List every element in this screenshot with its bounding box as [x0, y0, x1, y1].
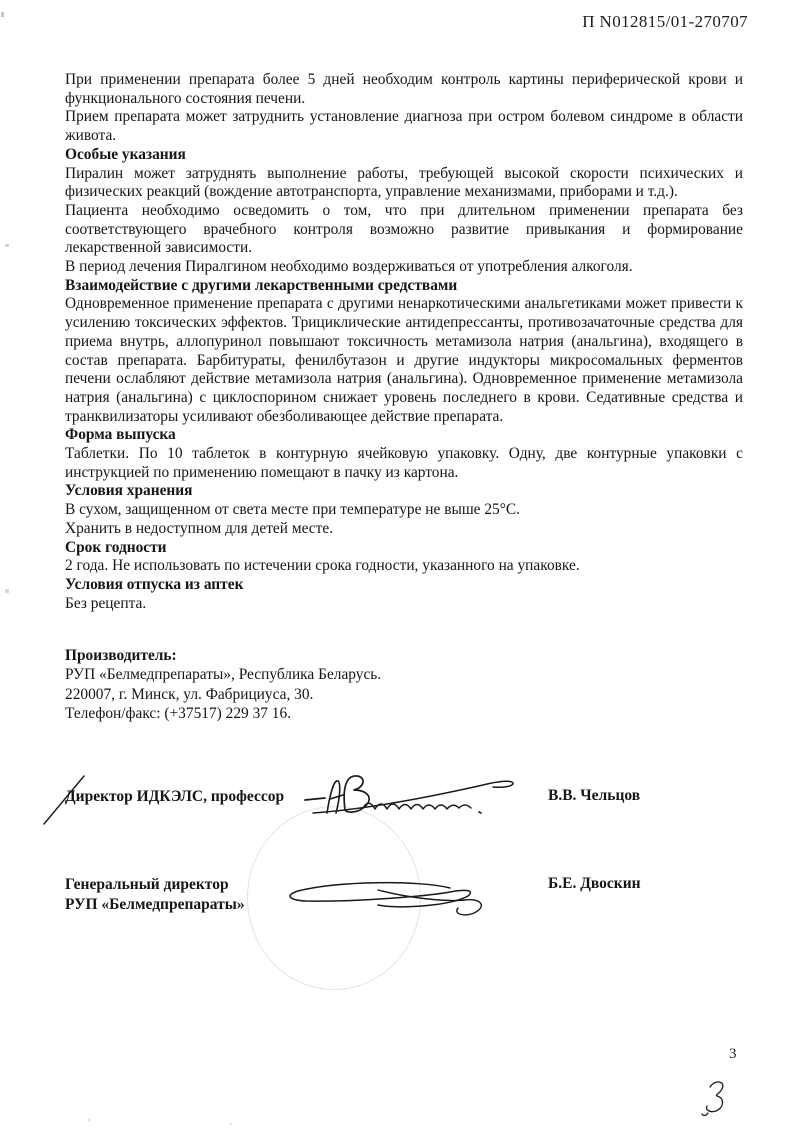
handwritten-page-number-icon: [700, 1078, 736, 1122]
signature2-title: [65, 875, 245, 914]
page-number: 3: [729, 1046, 737, 1062]
paragraph: В сухом, защищенном от света месте при температуре не выше 25°С.: [65, 501, 521, 519]
manufacturer-phone: Телефон/факс: (+37517) 229 37 16.: [65, 705, 292, 723]
paragraph: 2 года. Не использовать по истечении срока годности, указанного на упаковке.: [65, 557, 580, 575]
manufacturer-address: 220007, г. Минск, ул. Фабрициуса, 30.: [65, 685, 314, 703]
paragraph: Таблетки. По 10 таблеток в контурную ячейковую упаковку. Одну, две контурные упаковки с инструкцией по применению помещают в пачку из картона.: [65, 445, 743, 481]
signature2-name: Б.Е. Двоскин: [548, 875, 641, 892]
scan-artifact: [5, 589, 9, 593]
manufacturer-block: [65, 646, 381, 724]
paragraph: При применении препарата более 5 дней необходим контроль картины периферической крови и функционального состояния печени.: [65, 71, 743, 107]
paragraph: Одновременное применение препарата с другими ненаркотическими анальгетиками может привести к усилению токсических эффектов. Трициклические антидепрессанты, противозачаточные средства для приема внутрь, аллопуринол повышают токсичность метамизола натрия (анальгина), входящего в состав препарата. Барбитураты, фенилбутазон и другие индукторы микросомальных ферментов печени ослабляют действие метамизола натрия (анальгина). Одновременное применение метамизола натрия (анальгина) с циклоспорином снижает уровень последнего в крови. Седативные средства и транквилизаторы усиливают обезболивающее действие препарата.: [65, 295, 743, 425]
scan-artifact: [5, 244, 9, 247]
paragraph: Хранить в недоступном для детей месте.: [65, 519, 334, 537]
section-heading: Срок годности: [65, 538, 167, 556]
manufacturer-company: РУП «Белмедпрепараты», Республика Беларусь.: [65, 666, 382, 684]
handwritten-signature-icon: [278, 868, 490, 924]
scan-artifact: [1, 12, 4, 17]
paragraph: Прием препарата может затруднить установление диагноза при остром болевом синдроме в области живота.: [65, 108, 743, 145]
signature2-title-line2: РУП «Белмедпрепараты»: [65, 895, 245, 913]
paragraph: Пациента необходимо осведомить о том, что при длительном применении препарата без соответствующего врачебного контроля возможно развитие привыкания и формирование лекарственной зависимости.: [65, 201, 743, 257]
scan-artifact: [88, 1119, 90, 1121]
paragraph: В период лечения Пиралгином необходимо воздерживаться от употребления алкоголя.: [65, 258, 633, 276]
section-heading: Условия отпуска из аптек: [65, 575, 244, 593]
signature1-name: В.В. Чельцов: [548, 787, 641, 804]
signature2-title-line1: Генеральный директор: [65, 876, 229, 893]
paragraph: Без рецепта.: [65, 594, 147, 612]
scan-artifact: [230, 1123, 232, 1125]
section-heading: Условия хранения: [65, 482, 193, 500]
section-heading: Особые указания: [65, 145, 186, 163]
signature1-title: Директор ИДКЭЛС, профессор: [65, 788, 285, 805]
registration-number: П N012815/01-270707: [582, 12, 748, 31]
manufacturer-label: Производитель:: [65, 647, 177, 664]
document-body: [65, 71, 743, 613]
section-heading: Форма выпуска: [65, 426, 176, 444]
section-heading: Взаимодействие с другими лекарственными средствами: [65, 276, 458, 294]
paragraph: Пиралин может затруднять выполнение работы, требующей высокой скорости психических и физических реакций (вождение автотранспорта, управление механизмами, приборами и т.д.).: [65, 164, 743, 201]
